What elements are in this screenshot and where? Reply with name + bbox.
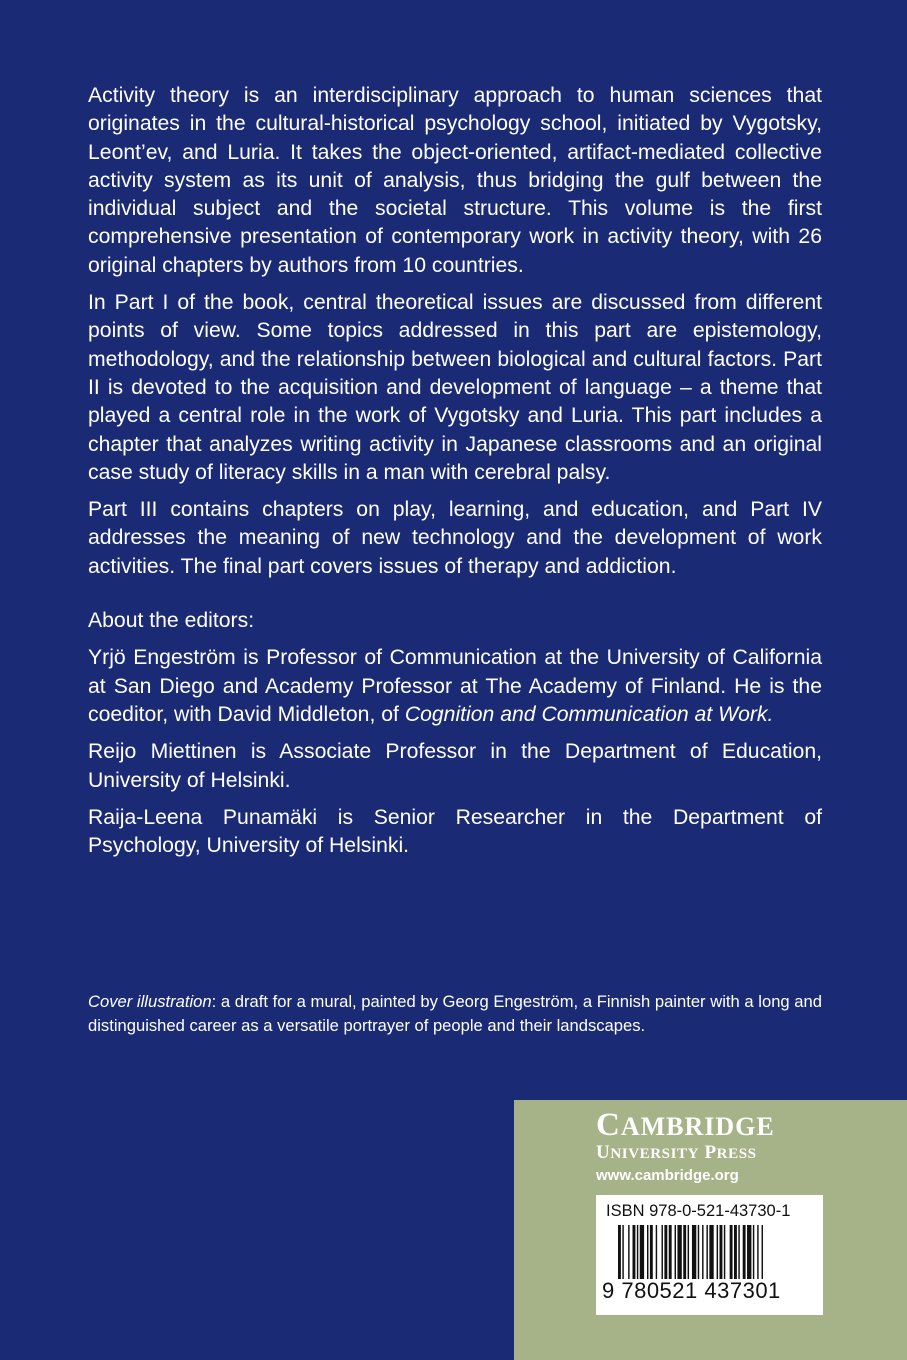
blurb-paragraph-1: Activity theory is an interdisciplinary approach to human sciences that originates in the cultural-historical psychology school, initiated by Vygotsky, Leont’ev, and Luria. It takes the object-oriented, artifact-mediated collective activity system as its unit of analysis, thus bridging the gulf between the individual subject and the societal structure. This volume is the first comprehensive presentation of contemporary work in activity theory, with 26 original chapters by authors from 10 countries.: [88, 84, 822, 277]
editor-bio-engestrom-text: Yrjö Engeström is Professor of Communication at the University of California at San Diego and Academy Professor at The Academy of Finland. He is the coeditor, with David Middleton, of: [88, 646, 822, 726]
cover-illustration-caption: [88, 990, 822, 1037]
publisher-url: www.cambridge.org: [596, 1167, 739, 1184]
caption-label: Cover illustration: [88, 992, 212, 1011]
publisher-name-text: CAMBRIDGE: [596, 1107, 775, 1143]
editor-bio-miettinen: Reijo Miettinen is Associate Professor in the Department of Education, University of Helsinki.: [88, 740, 822, 792]
blurb: [88, 82, 822, 869]
editor-bio-punamaki: Raija-Leena Punamäki is Senior Researcher in the Department of Psychology, University of Helsinki.: [88, 805, 822, 858]
blurb-paragraph-3: Part III contains chapters on play, learning, and education, and Part IV addresses the meaning of new technology and the development of work activities. The final part covers issues of therapy and addiction.: [88, 498, 822, 578]
isbn-label: ISBN 978-0-521-43730-1: [606, 1202, 791, 1220]
editors-heading: About the editors:: [88, 609, 255, 633]
barcode-digits: 9 780521 437301: [602, 1278, 781, 1303]
publisher-subname: [596, 1142, 757, 1165]
caption-text: : a draft for a mural, painted by Georg Engeström, a Finnish painter with a long and distinguished career as a versatile portrayer of people and their landscapes.: [88, 992, 822, 1035]
editor-bio-engestrom: [88, 644, 822, 729]
publisher-panel: [514, 1100, 907, 1360]
book-title: Cognition and Communication at Work.: [404, 702, 774, 726]
publisher-subname-text: UNIVERSITY PRESS: [596, 1142, 757, 1163]
blurb-paragraph-2: In Part I of the book, central theoretical issues are discussed from different points of view. Some topics addressed in this part are epistemology, methodology, and the relationship between biological and cultural factors. Part II is devoted to the acquisition and development of language – a theme that played a central role in the work of Vygotsky and Luria. This part includes a chapter that analyzes writing activity in Japanese classrooms and an original case study of literacy skills in a man with cerebral palsy.: [88, 291, 822, 484]
barcode-box: [596, 1195, 823, 1315]
barcode-icon: [618, 1225, 808, 1283]
publisher-name: [596, 1106, 775, 1146]
